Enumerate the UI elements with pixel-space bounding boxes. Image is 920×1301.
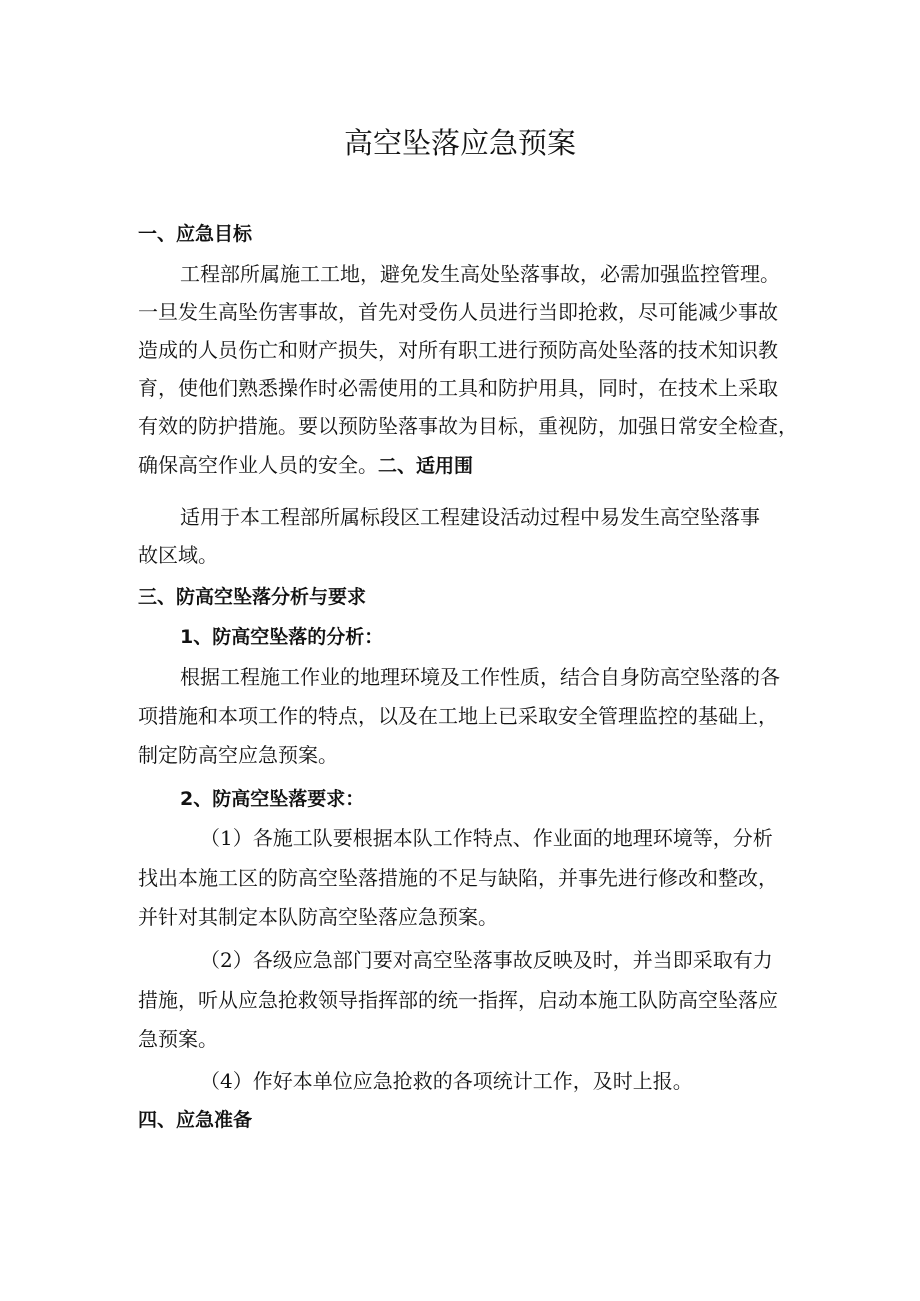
paragraph-line: 措施，听从应急抢救领导指挥部的统一指挥，启动本施工队防高空坠落应 (138, 988, 778, 1012)
section-heading-1: 一、应急目标 (138, 223, 253, 245)
paragraph-line: 项措施和本项工作的特点，以及在工地上已采取安全管理监控的基础上， (138, 704, 778, 728)
paragraph-line: 找出本施工区的防高空坠落措施的不足与缺陷，并事先进行修改和整改， (138, 866, 778, 890)
paragraph-line: 育，使他们熟悉操作时必需使用的工具和防护用具，同时，在技术上采取 (138, 376, 778, 400)
paragraph-line: 造成的人员伤亡和财产损失，对所有职工进行预防高处坠落的技术知识教 (138, 338, 778, 362)
paragraph-line: 并针对其制定本队防高空坠落应急预案。 (138, 905, 498, 929)
paragraph-line: （2）各级应急部门要对高空坠落事故反映及时，并当即采取有力 (200, 948, 773, 972)
paragraph-line: 制定防高空应急预案。 (138, 743, 338, 767)
paragraph-line: （4）作好本单位应急抢救的各项统计工作，及时上报。 (200, 1069, 693, 1093)
paragraph-line: 工程部所属施工工地，避免发生高处坠落事故，必需加强监控管理。 (180, 262, 780, 286)
paragraph-line: 一旦发生高坠伤害事故，首先对受伤人员进行当即抢救，尽可能减少事故 (138, 300, 778, 324)
paragraph-line: 确保高空作业人员的安全。 (138, 453, 378, 477)
paragraph-line: （1）各施工队要根据本队工作特点、作业面的地理环境等，分析 (200, 826, 773, 850)
subsection-heading-2: 2、防高空坠落要求： (180, 788, 365, 810)
section-heading-4: 四、应急准备 (138, 1109, 253, 1131)
paragraph-line: 急预案。 (138, 1027, 218, 1051)
paragraph-line: 适用于本工程部所属标段区工程建设活动过程中易发生高空坠落事 (180, 505, 760, 529)
paragraph-line: 故区域。 (138, 543, 218, 567)
paragraph-line: 有效的防护措施。要以预防坠落事故为目标，重视防，加强日常安全检查， (138, 414, 798, 438)
paragraph-line-with-heading (138, 451, 473, 480)
section-heading-2: 二、适用围 (378, 455, 474, 477)
paragraph-line: 根据工程施工作业的地理环境及工作性质，结合自身防高空坠落的各 (180, 665, 780, 689)
subsection-heading-1: 1、防高空坠落的分析： (180, 626, 384, 648)
document-title: 高空坠落应急预案 (343, 126, 576, 160)
section-heading-3: 三、防高空坠落分析与要求 (138, 586, 367, 608)
